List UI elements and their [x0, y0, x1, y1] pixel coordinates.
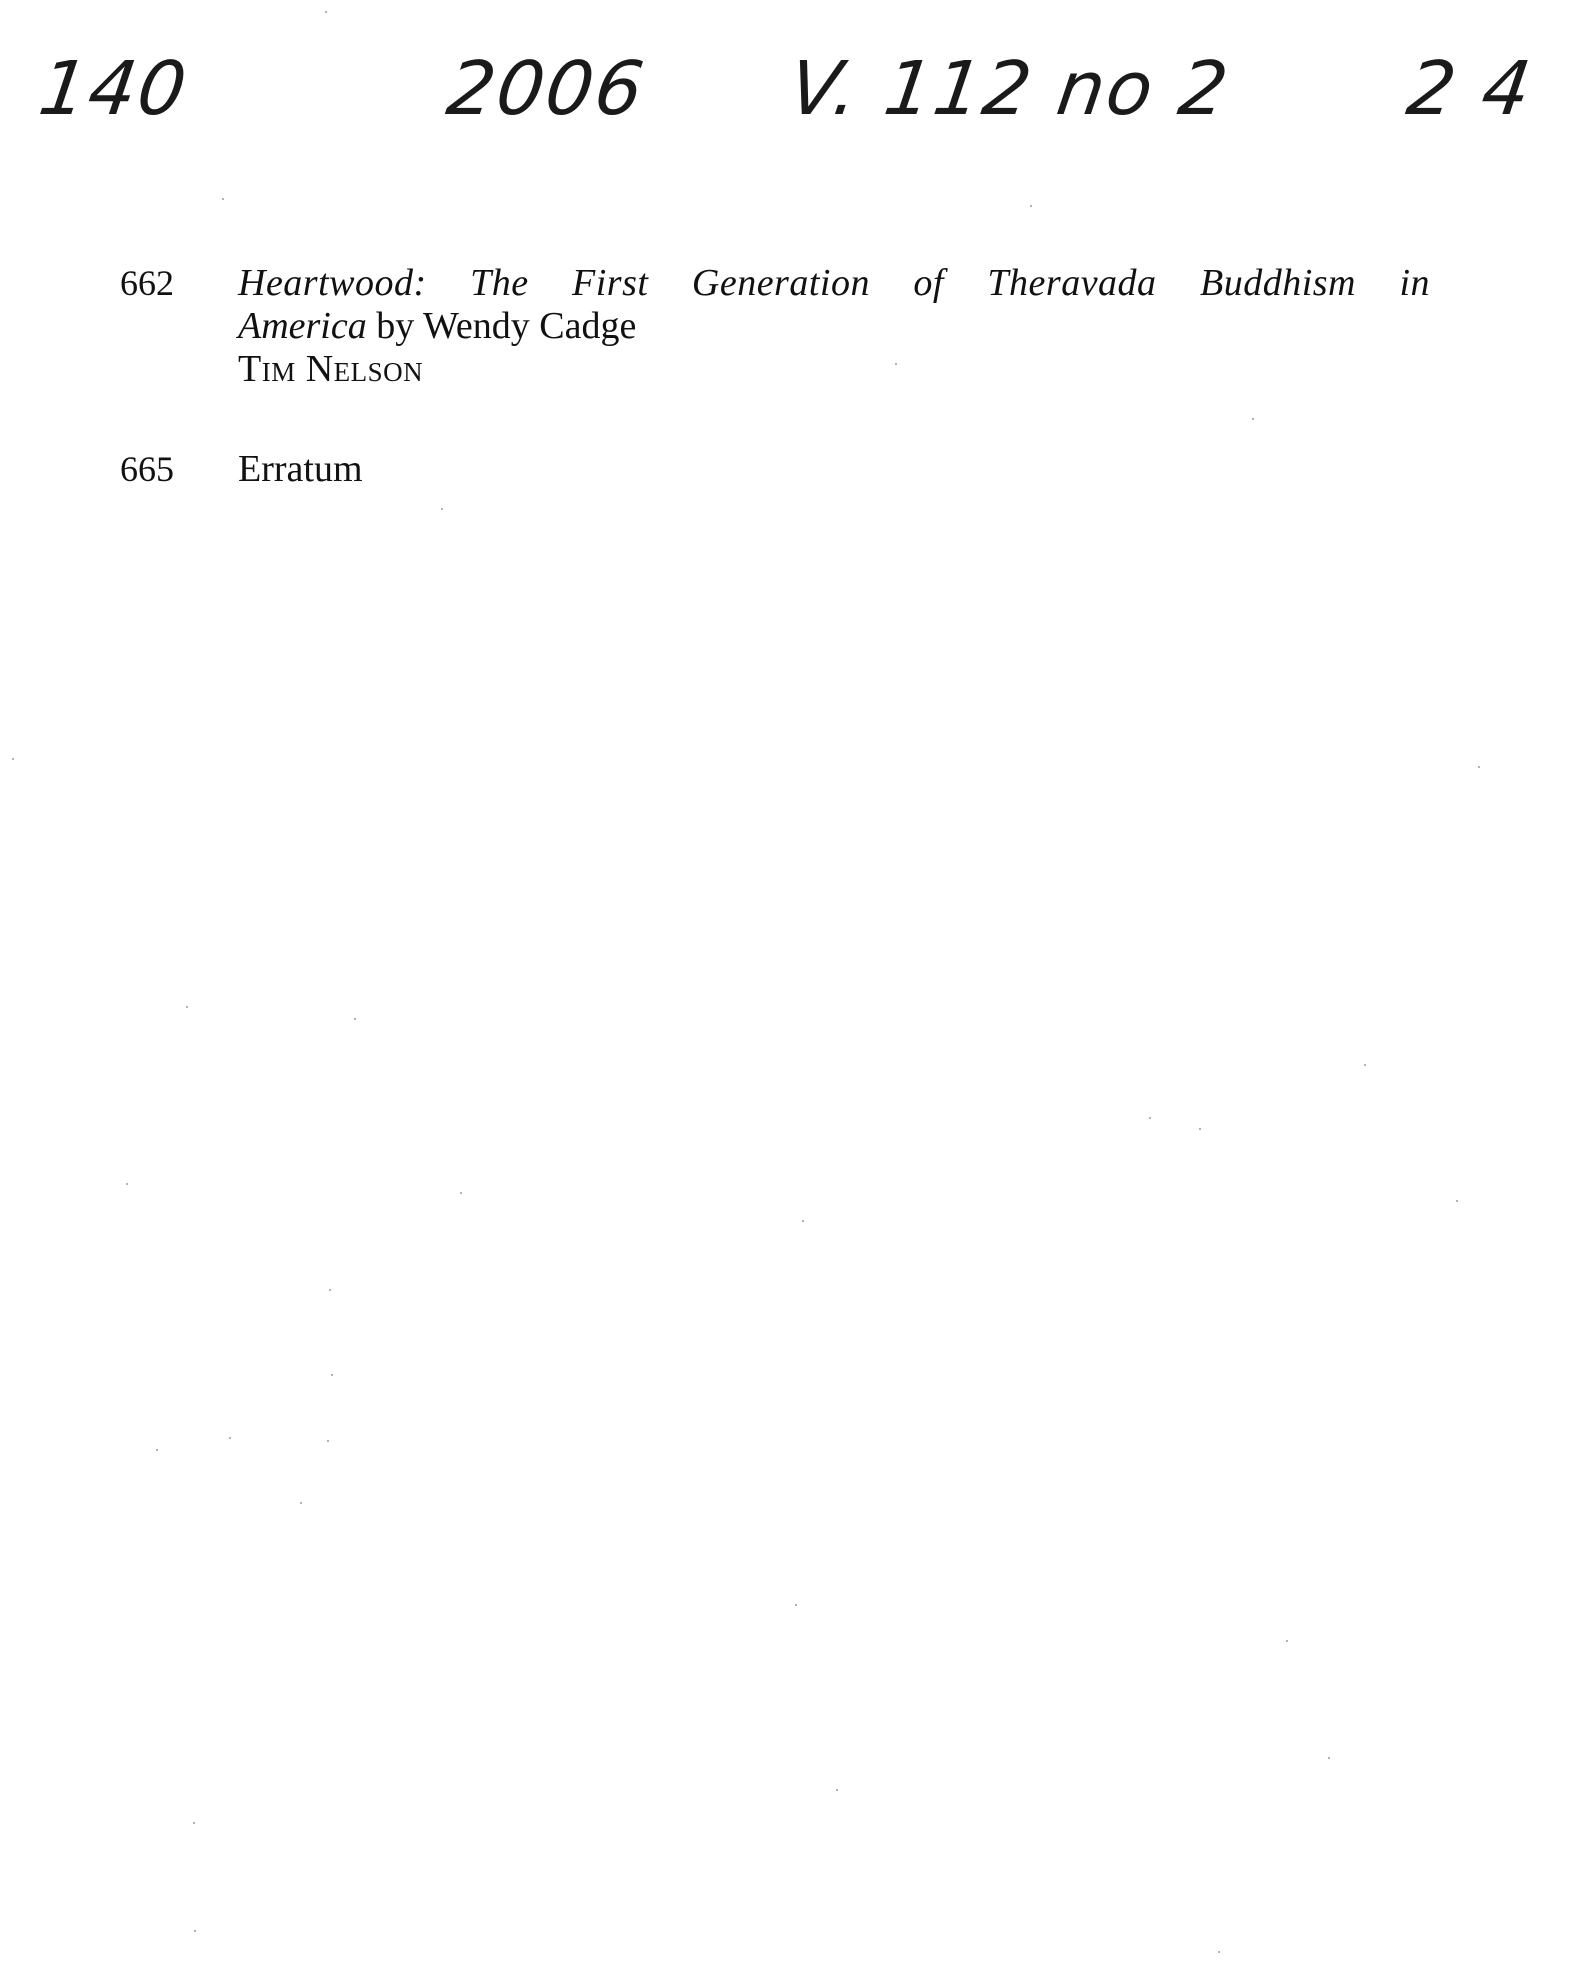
scan-speck: [329, 1289, 331, 1291]
scan-speck: [802, 1220, 804, 1222]
scan-speck: [222, 198, 224, 200]
scan-speck: [1364, 1064, 1366, 1066]
scan-speck: [1252, 418, 1254, 420]
toc-entry-662: [120, 262, 1430, 391]
article-title-line-1: Heartwood: The First Generation of Theravada Buddhism in: [238, 262, 1430, 304]
handwritten-shelf-number: 140: [33, 46, 194, 132]
scan-speck: [354, 1018, 356, 1020]
scan-speck: [1478, 766, 1480, 768]
scan-speck: [441, 508, 443, 510]
scan-speck: [1218, 1951, 1220, 1953]
scan-speck: [1456, 1200, 1458, 1202]
scan-speck: [300, 1502, 302, 1504]
scan-speck: [12, 758, 14, 760]
scan-speck: [325, 11, 327, 13]
toc-page-number: 665: [120, 449, 174, 489]
scan-speck: [126, 1183, 128, 1185]
scan-speck: [895, 363, 897, 365]
handwritten-volume-issue: V. 112 no 2: [783, 46, 1235, 132]
scan-speck: [460, 1192, 462, 1194]
article-title-line-2: [238, 305, 1430, 348]
scan-speck: [331, 1374, 333, 1376]
scan-speck: [1199, 1128, 1201, 1130]
erratum-title: Erratum: [238, 448, 363, 490]
toc-entry-body: [238, 448, 1430, 491]
scan-speck: [156, 1449, 158, 1451]
scan-speck: [1149, 1117, 1151, 1119]
article-title-continuation: America: [238, 305, 367, 347]
toc-entry-body: [238, 262, 1430, 391]
toc-entry-665: [120, 448, 1430, 491]
scan-speck: [193, 1822, 195, 1824]
scan-speck: [186, 1006, 188, 1008]
scan-speck: [836, 1789, 838, 1791]
handwritten-mark: 2 4: [1401, 46, 1538, 132]
handwritten-year: 2006: [441, 46, 651, 132]
scan-speck: [194, 1930, 196, 1932]
reviewer-name: Tim Nelson: [238, 348, 424, 390]
toc-page-number: 662: [120, 263, 174, 303]
scan-speck: [1328, 1757, 1330, 1759]
scan-speck: [1030, 205, 1032, 207]
scan-speck: [229, 1437, 231, 1439]
article-byline: by Wendy Cadge: [376, 305, 637, 347]
scan-speck: [795, 1604, 797, 1606]
scan-speck: [1286, 1640, 1288, 1642]
scan-speck: [327, 1440, 329, 1442]
